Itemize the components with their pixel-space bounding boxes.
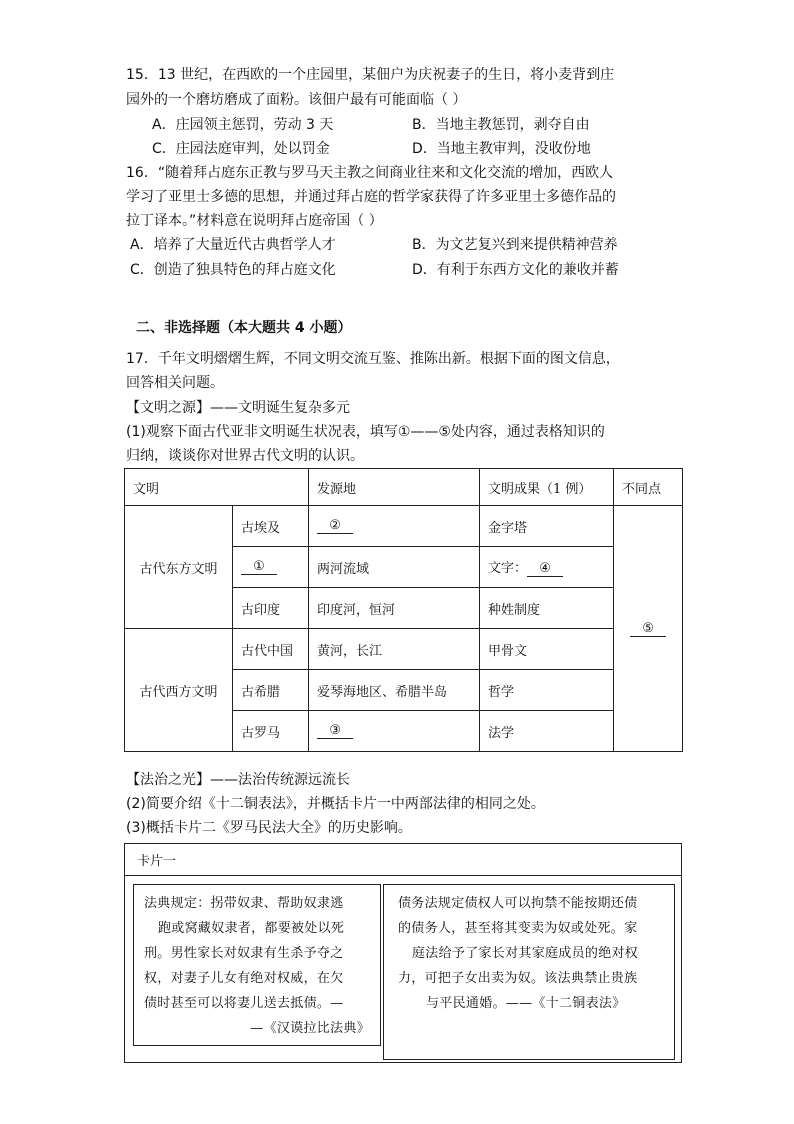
origin-cell — [309, 711, 480, 752]
excerpt-line: 的债务人，甚至将其变卖为奴或处死。家 — [398, 921, 638, 936]
header-difference: 不同点 — [614, 469, 683, 506]
fill-blank-1[interactable]: ① — [241, 559, 277, 575]
excerpt-line: 庭法给予了家长对其家庭成员的绝对权 — [412, 946, 639, 961]
q17-part3: (3)概括卡片二《罗马民法大全》的历史影响。 — [126, 820, 412, 836]
law-heading: 【法治之光】——法治传统源远流长 — [126, 772, 350, 788]
q15-option-d: D．当地主教审判，没收份地 — [412, 141, 591, 157]
hammurabi-source: —《汉谟拉比法典》 — [250, 1021, 370, 1036]
q17-stem-line2: 回答相关问题。 — [126, 375, 224, 391]
achievement-cell: 金字塔 — [480, 506, 614, 547]
achievement-cell — [480, 547, 614, 588]
civ-name — [233, 547, 309, 588]
excerpt-line: 法典规定：拐带奴隶、帮助奴隶逃 — [144, 896, 344, 911]
civ-name: 古代中国 — [233, 629, 309, 670]
q15-option-a: A．庄园领主惩罚，劳动 3 天 — [152, 117, 334, 133]
achievement-cell: 法学 — [480, 711, 614, 752]
header-achievement: 文明成果（1 例） — [480, 469, 614, 506]
excerpt-line: 跑或窝藏奴隶者，都要被处以死 — [158, 921, 345, 936]
card-title: 卡片一 — [125, 844, 681, 876]
table-row — [125, 506, 683, 547]
excerpt-line: 与平民通婚。——《十二铜表法》 — [426, 996, 626, 1011]
origin-cell: 爱琴海地区、希腊半岛 — [309, 670, 480, 711]
q16-option-b: B．为文艺复兴到来提供精神营养 — [412, 237, 618, 253]
excerpt-line: 力，可把子女出卖为奴。该法典禁止贵族 — [398, 971, 638, 986]
origin-cell: 两河流域 — [309, 547, 480, 588]
q17-stem-line1: 17．千年文明熠熠生辉，不同文明交流互鉴、推陈出新。根据下面的图文信息， — [126, 351, 620, 367]
writing-prefix: 文字： — [488, 561, 528, 576]
east-civ-label: 古代东方文明 — [125, 506, 233, 629]
q15-option-b: B．当地主教惩罚，剥夺自由 — [412, 117, 590, 133]
q16-stem-line2: 学习了亚里士多德的思想，并通过拜占庭的哲学家获得了许多亚里士多德作品的 — [126, 189, 616, 205]
q16-stem-line3: 拉丁译本。”材料意在说明拜占庭帝国（ ） — [126, 213, 383, 229]
twelve-tables-excerpt — [383, 884, 675, 1060]
civ-name: 古希腊 — [233, 670, 309, 711]
excerpt-line: 债务法规定债权人可以拘禁不能按期还债 — [398, 896, 638, 911]
achievement-cell: 甲骨文 — [480, 629, 614, 670]
fill-blank-5[interactable]: ⑤ — [630, 621, 666, 637]
civ-name: 古印度 — [233, 588, 309, 629]
west-civ-label: 古代西方文明 — [125, 629, 233, 752]
section-title: 二、非选择题（本大题共 4 小题） — [136, 320, 352, 336]
q16-stem-line1: 16．“随着拜占庭东正教与罗马天主教之间商业往来和文化交流的增加，西欧人 — [126, 165, 614, 181]
difference-cell — [614, 506, 683, 752]
table-header-row — [125, 469, 683, 506]
excerpt-line: 权，对妻子儿女有绝对权威，在欠 — [144, 971, 344, 986]
fill-blank-3[interactable]: ③ — [317, 723, 353, 739]
origin-cell: 印度河，恒河 — [309, 588, 480, 629]
q17-part1-line1: (1)观察下面古代亚非文明诞生状况表，填写①——⑤处内容，通过表格知识的 — [126, 424, 605, 440]
q15-option-c: C．庄园法庭审判，处以罚金 — [152, 141, 330, 157]
civilization-table — [124, 468, 683, 752]
header-civilization: 文明 — [125, 469, 309, 506]
achievement-cell: 种姓制度 — [480, 588, 614, 629]
q16-option-a: A．培养了大量近代古典哲学人才 — [130, 237, 336, 253]
civ-name: 古埃及 — [233, 506, 309, 547]
origin-cell — [309, 506, 480, 547]
origin-heading: 【文明之源】——文明诞生复杂多元 — [126, 400, 350, 416]
q17-part1-line2: 归纳，谈谈你对世界古代文明的认识。 — [126, 448, 364, 464]
fill-blank-4[interactable]: ④ — [527, 561, 563, 577]
card-one — [124, 843, 682, 1063]
q15-stem-line2: 园外的一个磨坊磨成了面粉。该佃户最有可能面临（ ） — [126, 92, 467, 108]
header-origin: 发源地 — [309, 469, 480, 506]
q15-stem-line1: 15．13 世纪，在西欧的一个庄园里，某佃户为庆祝妻子的生日，将小麦背到庄 — [126, 67, 615, 83]
table-row — [125, 629, 683, 670]
achievement-cell: 哲学 — [480, 670, 614, 711]
excerpt-line: 债时甚至可以将妻儿送去抵债。— — [144, 996, 344, 1011]
q17-part2: (2)简要介绍《十二铜表法》，并概括卡片一中两部法律的相同之处。 — [126, 796, 545, 812]
hammurabi-excerpt — [133, 884, 381, 1046]
civ-name: 古罗马 — [233, 711, 309, 752]
origin-cell: 黄河，长江 — [309, 629, 480, 670]
q16-option-d: D．有利于东西方文化的兼收并蓄 — [412, 262, 619, 278]
q16-option-c: C．创造了独具特色的拜占庭文化 — [130, 262, 336, 278]
excerpt-line: 刑。男性家长对奴隶有生杀予夺之 — [144, 946, 344, 961]
fill-blank-2[interactable]: ② — [317, 518, 353, 534]
